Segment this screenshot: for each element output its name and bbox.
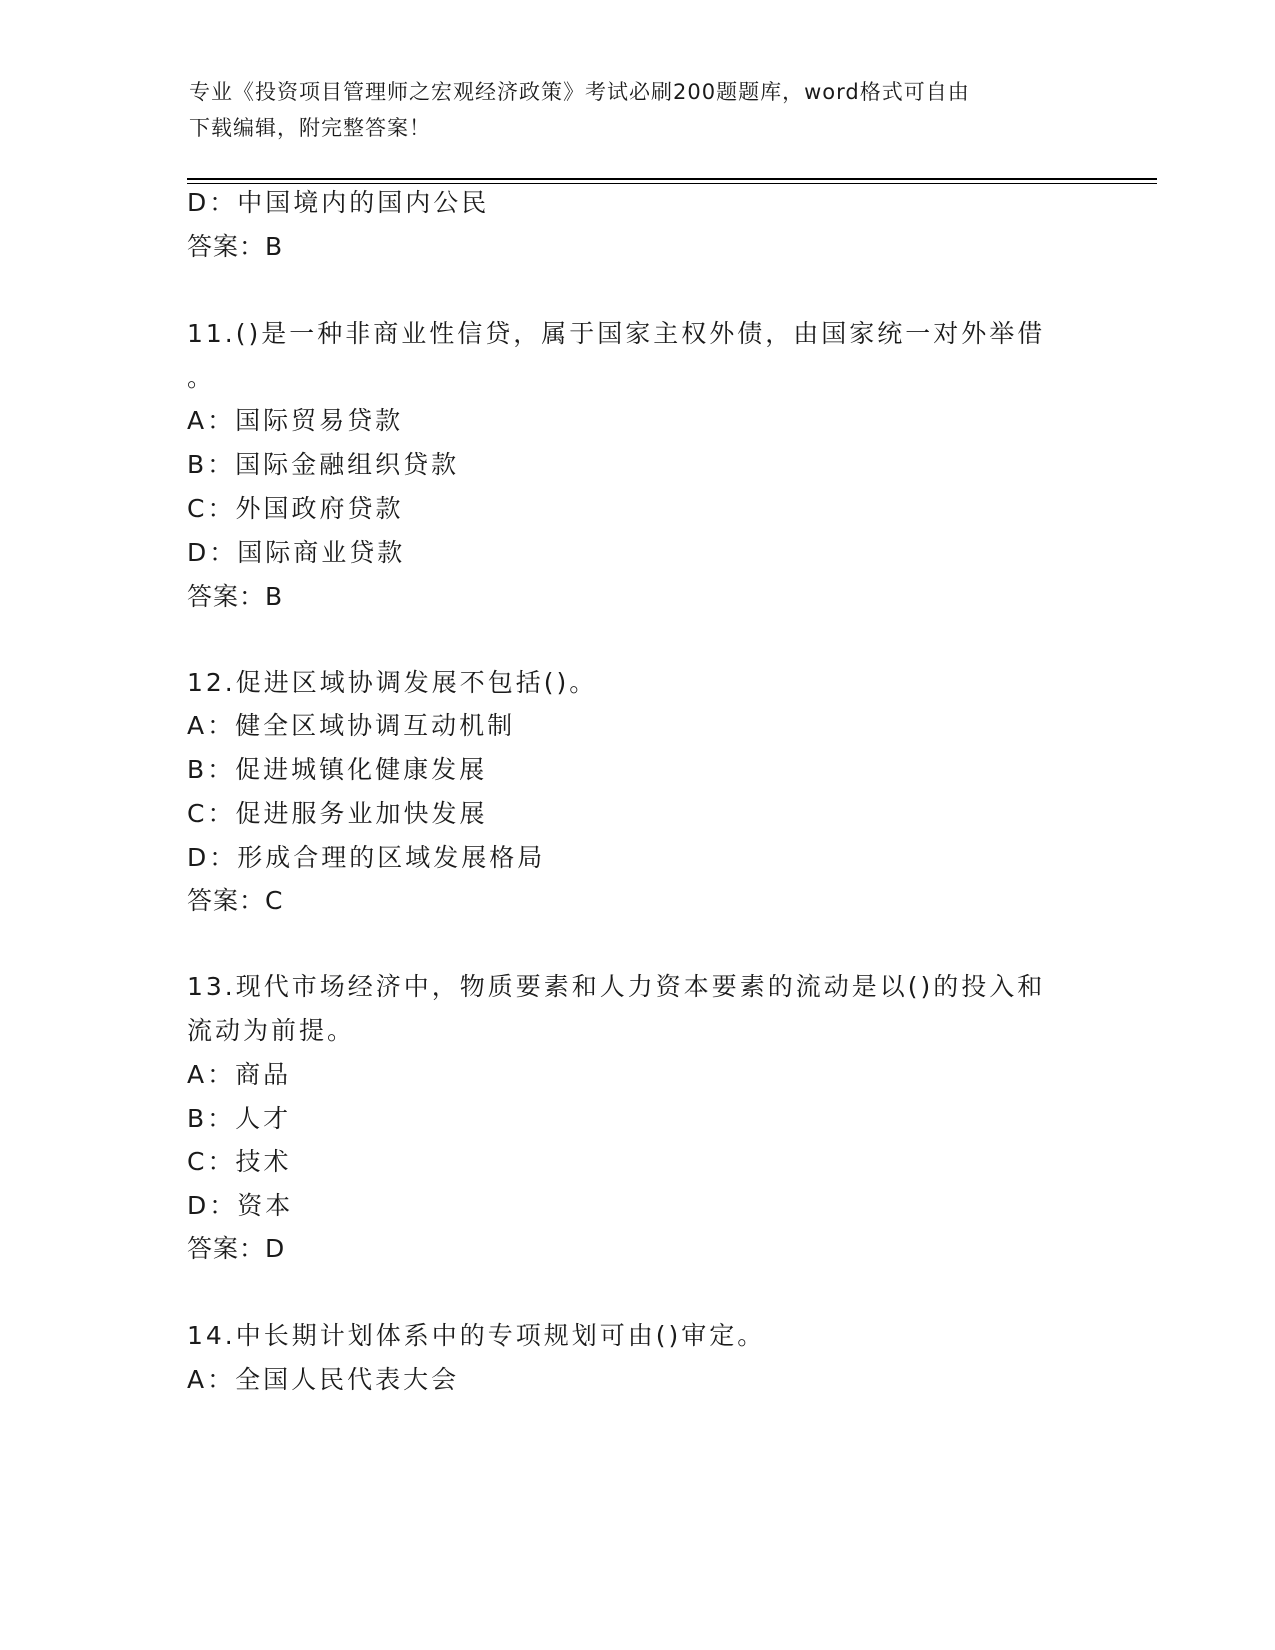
question-13-option-c: C：技术	[187, 1147, 292, 1176]
header-rule-thin	[187, 183, 1157, 184]
question-13-option-b: B：人才	[187, 1104, 292, 1133]
question-12-answer: 答案：C	[187, 886, 284, 915]
question-12-option-a: A：健全区域协调互动机制	[187, 711, 516, 740]
question-12-option-c: C：促进服务业加快发展	[187, 799, 488, 828]
question-13-option-a: A：商品	[187, 1060, 292, 1089]
question-14-stem: 14.中长期计划体系中的专项规划可由()审定。	[187, 1321, 766, 1350]
question-11-option-d: D：国际商业贷款	[187, 538, 406, 567]
question-13-answer: 答案：D	[187, 1234, 286, 1263]
question-11-answer: 答案：B	[187, 582, 284, 611]
question-11-stem: 11.()是一种非商业性信贷，属于国家主权外债，由国家统一对外举借	[187, 319, 1046, 348]
question-13-option-d: D：资本	[187, 1191, 294, 1220]
header-line-1: 专业《投资项目管理师之宏观经济政策》考试必刷200题题库，word格式可自由	[189, 80, 970, 104]
question-12-stem: 12.促进区域协调发展不包括()。	[187, 668, 598, 697]
document-header	[189, 74, 1089, 146]
header-line-2: 下载编辑，附完整答案！	[189, 116, 431, 140]
question-14-option-a: A：全国人民代表大会	[187, 1365, 460, 1394]
question-11-option-a: A：国际贸易贷款	[187, 406, 404, 435]
question-12-option-d: D：形成合理的区域发展格局	[187, 843, 546, 872]
question-13-stem: 13.现代市场经济中，物质要素和人力资本要素的流动是以()的投入和	[187, 972, 1046, 1001]
answer: 答案：B	[187, 232, 284, 261]
question-11-option-b: B：国际金融组织贷款	[187, 450, 460, 479]
question-12-option-b: B：促进城镇化健康发展	[187, 755, 488, 784]
question-11-stem-cont: 。	[187, 363, 216, 392]
question-13-stem-cont: 流动为前提。	[187, 1016, 356, 1045]
option-d: D：中国境内的国内公民	[187, 188, 490, 217]
header-rule-thick	[187, 178, 1157, 180]
question-11-option-c: C：外国政府贷款	[187, 494, 404, 523]
